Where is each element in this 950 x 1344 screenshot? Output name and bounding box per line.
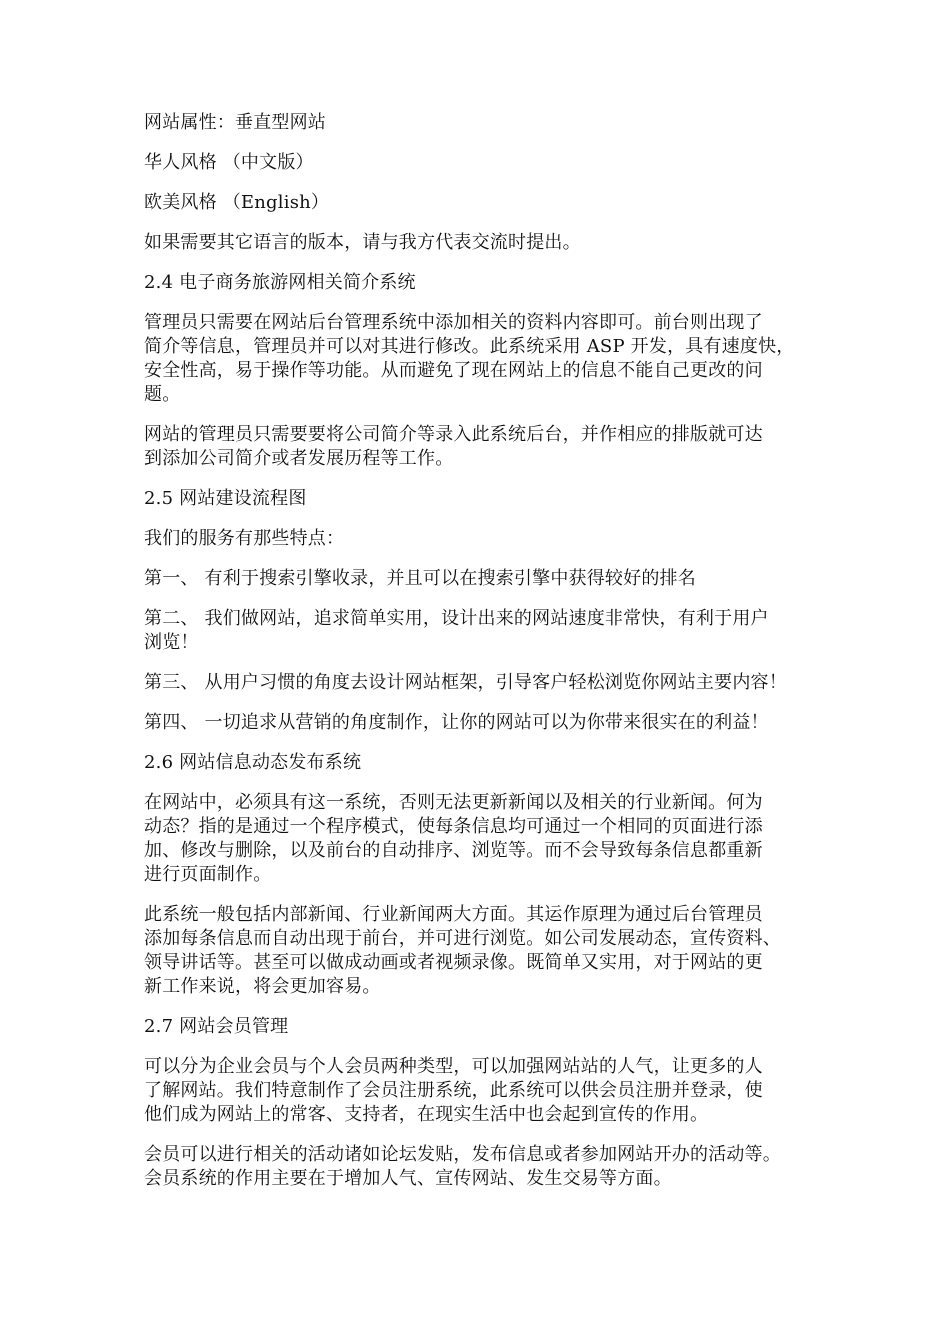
service-features-heading: 我们的服务有那些特点： [144, 528, 345, 549]
site-attribute-line: 网站属性：垂直型网站 [144, 112, 326, 133]
feature-item-2: 第二、 我们做网站，追求简单实用，设计出来的网站速度非常快，有利于用户 浏览！ [144, 608, 769, 653]
member-management-paragraph-1: 可以分为企业会员与个人会员两种类型，可以加强网站站的人气，让更多的人 了解网站。我们特意制作了会员注册系统，此系统可以供会员注册并登录，使 他们成为网站上的常客、支持者，在现实生活中也会起到宣传的作用。 [144, 1056, 763, 1125]
dynamic-publish-paragraph-1: 在网站中，必须具有这一系统，否则无法更新新闻以及相关的行业新闻。何为 动态？指的是通过一个程序模式，使每条信息均可通过一个相同的页面进行添 加、修改与删除，以及前台的自动排序、浏览等。而不会导致每条信息都重新 进行页面制作。 [144, 792, 763, 885]
feature-item-4: 第四、 一切追求从营销的角度制作，让你的网站可以为你带来很实在的利益！ [144, 712, 769, 733]
chinese-style-line: 华人风格 （中文版） [144, 152, 314, 173]
intro-system-paragraph-2: 网站的管理员只需要要将公司简介等录入此系统后台，并作相应的排版就可达 到添加公司简介或者发展历程等工作。 [144, 424, 763, 469]
section-heading-2-5: 2.5 网站建设流程图 [144, 488, 307, 509]
section-heading-2-6: 2.6 网站信息动态发布系统 [144, 752, 362, 773]
dynamic-publish-paragraph-2: 此系统一般包括内部新闻、行业新闻两大方面。其运作原理为通过后台管理员 添加每条信息而自动出现于前台，并可进行浏览。如公司发展动态，宣传资料、 领导讲话等。甚至可以做成动画或者视频录像。既简单又实用，对于网站的更 新工作来说，将会更加容易。 [144, 904, 781, 997]
feature-item-3: 第三、 从用户习惯的角度去设计网站框架，引导客户轻松浏览你网站主要内容！ [144, 672, 787, 693]
intro-system-paragraph-1: 管理员只需要在网站后台管理系统中添加相关的资料内容即可。前台则出现了 简介等信息，管理员并可以对其进行修改。此系统采用 ASP 开发，具有速度快， 安全性高，易于操作等功能。从而避免了现在网站上的信息不能自己更改的问 题。 [144, 312, 795, 405]
document-page [144, 111, 834, 1207]
feature-item-1: 第一、 有利于搜索引擎收录，并且可以在搜索引擎中获得较好的排名 [144, 568, 696, 589]
section-heading-2-7: 2.7 网站会员管理 [144, 1016, 289, 1037]
other-language-note: 如果需要其它语言的版本，请与我方代表交流时提出。 [144, 232, 581, 253]
section-heading-2-4: 2.4 电子商务旅游网相关简介系统 [144, 272, 416, 293]
member-management-paragraph-2: 会员可以进行相关的活动诸如论坛发贴，发布信息或者参加网站开办的活动等。 会员系统的作用主要在于增加人气、宣传网站、发生交易等方面。 [144, 1144, 781, 1189]
western-style-line: 欧美风格 （English） [144, 192, 330, 213]
